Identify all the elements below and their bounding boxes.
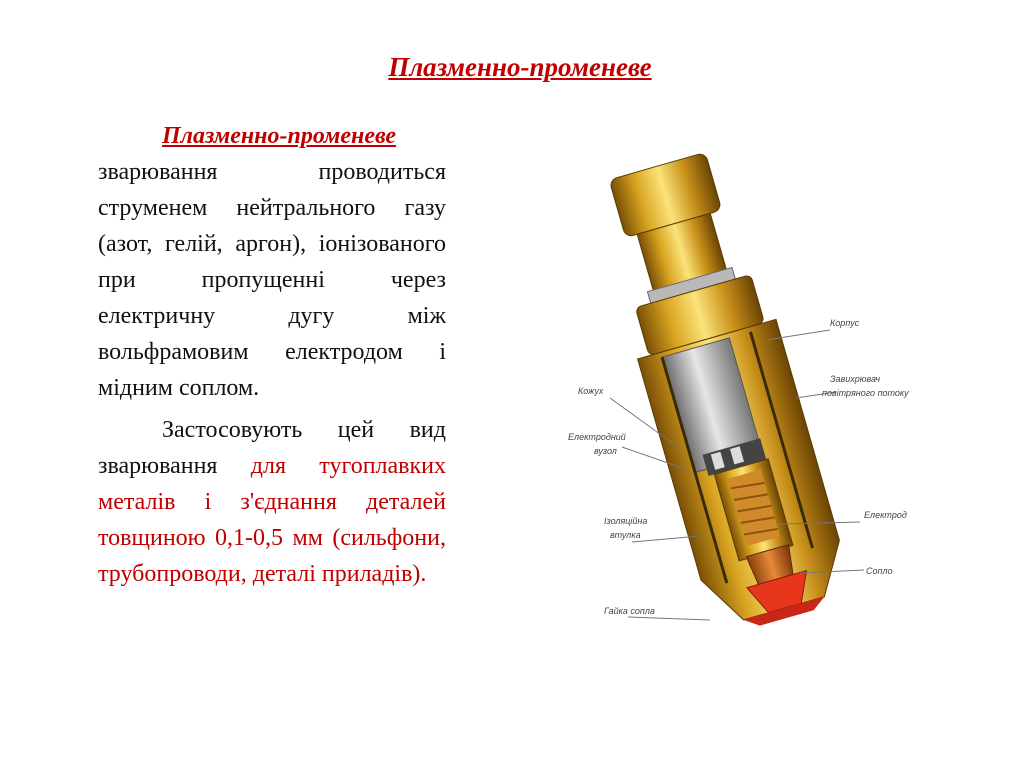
label-izoliatsiina-line1: Ізоляційна [604, 516, 648, 526]
plasma-torch-cutaway-diagram [560, 140, 960, 680]
label-elektrodnyi-line2: вузол [594, 446, 617, 456]
paragraph-definition [98, 118, 446, 406]
application-text: Застосовують цей вид зварювання [98, 417, 446, 479]
definition-text: зварювання проводиться струменем нейтрального газу (азот, гелій, аргон), іонізованого при пропущенні через електричну дугу між вольфрамовим електродом і мідним соплом. [98, 159, 446, 401]
label-elektrodnyi-line1: Електродний [568, 432, 626, 442]
label-haika-sopla: Гайка сопла [604, 606, 655, 616]
torch-body [588, 146, 856, 637]
label-zavykhryuvach-line1: Завихрювач [830, 374, 881, 384]
label-elektrod: Електрод [864, 510, 907, 520]
label-korpus: Корпус [830, 318, 860, 328]
plasma-torch-figure [560, 140, 960, 680]
application-highlight: для тугоплавких металів і з'єднання деталей товщиною 0,1-0,5 мм (сильфони, трубопроводи, деталі приладів). [98, 453, 446, 587]
definition-term: Плазменно-променеве [162, 123, 397, 149]
label-izoliatsiina-line2: втулка [610, 530, 641, 540]
slide-title: Плазменно-променеве [388, 52, 652, 82]
paragraph-application [98, 412, 446, 592]
label-zavykhryuvach-line2: повітряного потоку [822, 388, 909, 398]
label-soplo: Сопло [866, 566, 893, 576]
body-text [98, 118, 446, 592]
label-kozhukh: Кожух [578, 386, 604, 396]
